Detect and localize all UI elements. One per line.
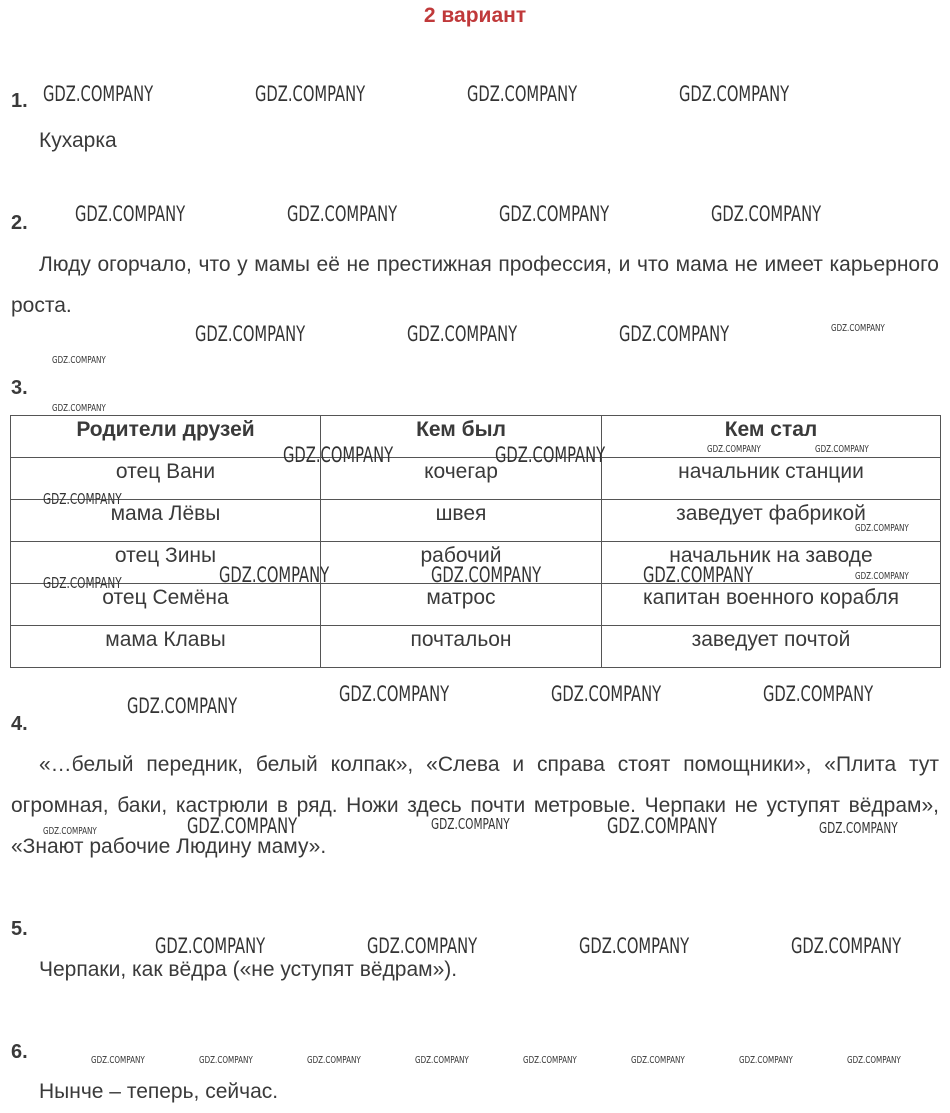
watermark: GDZ.COMPANY [43,826,97,837]
question-4-number: 4. [11,713,28,735]
table-cell: швея [321,500,602,542]
watermark: GDZ.COMPANY [187,814,298,838]
table-cell: мама Клавы [11,626,321,668]
table-header-cell: Кем стал [602,416,941,458]
table-cell: мама Лёвы [11,500,321,542]
watermark: GDZ.COMPANY [711,202,822,226]
table-cell: заведует почтой [602,626,941,668]
table-cell: отец Семёна [11,584,321,626]
table-cell: матрос [321,584,602,626]
watermark: GDZ.COMPANY [499,202,610,226]
table-cell: рабочий [321,542,602,584]
table-cell: капитан военного корабля [602,584,941,626]
watermark: GDZ.COMPANY [855,523,909,534]
watermark: GDZ.COMPANY [199,1055,253,1066]
table-cell: заведует фабрикой [602,500,941,542]
watermark: GDZ.COMPANY [52,403,106,414]
table-cell: почтальон [321,626,602,668]
table-header-cell: Родители друзей [11,416,321,458]
watermark: GDZ.COMPANY [847,1055,901,1066]
watermark: GDZ.COMPANY [415,1055,469,1066]
watermark: GDZ.COMPANY [523,1055,577,1066]
watermark: GDZ.COMPANY [739,1055,793,1066]
watermark: GDZ.COMPANY [643,563,754,587]
watermark: GDZ.COMPANY [631,1055,685,1066]
question-1-answer: Кухарка [39,129,117,152]
question-2-answer: Люду огорчало, что у мамы её не престижная профессия, и что мама не имеет карьерного роста. [11,253,939,317]
question-4-answer: «…белый передник, белый колпак», «Слева и справа стоят помощники», «Плита тут огромная, баки, кастрюли в ряд. Ножи здесь почти метровые. Черпаки не уступят вёдрам», «Знают рабочие Людину маму». [11,753,939,858]
watermark: GDZ.COMPANY [307,1055,361,1066]
question-3-number: 3. [11,377,28,399]
watermark: GDZ.COMPANY [831,323,885,334]
question-6-number: 6. [11,1041,28,1063]
watermark: GDZ.COMPANY [819,819,898,837]
answer-table [10,415,941,668]
table-cell: отец Зины [11,542,321,584]
watermark: GDZ.COMPANY [815,444,869,455]
watermark: GDZ.COMPANY [407,322,518,346]
watermark: GDZ.COMPANY [43,82,154,106]
table-header-row [11,416,941,458]
watermark: GDZ.COMPANY [43,574,122,592]
watermark: GDZ.COMPANY [607,814,718,838]
watermark: GDZ.COMPANY [339,682,450,706]
watermark: GDZ.COMPANY [367,934,478,958]
watermark: GDZ.COMPANY [43,490,122,508]
watermark: GDZ.COMPANY [707,444,761,455]
question-6-answer: Нынче – теперь, сейчас. [39,1080,279,1103]
watermark: GDZ.COMPANY [763,682,874,706]
watermark: GDZ.COMPANY [467,82,578,106]
page-title: 2 вариант [423,4,527,27]
watermark: GDZ.COMPANY [195,322,306,346]
watermark: GDZ.COMPANY [52,355,106,366]
table-row [11,584,941,626]
watermark: GDZ.COMPANY [495,443,606,467]
watermark: GDZ.COMPANY [579,934,690,958]
watermark: GDZ.COMPANY [619,322,730,346]
watermark: GDZ.COMPANY [75,202,186,226]
table-row [11,500,941,542]
question-5-answer: Черпаки, как вёдра («не уступят вёдрам»). [39,958,458,981]
watermark: GDZ.COMPANY [255,82,366,106]
table-row [11,626,941,668]
question-5-number: 5. [11,918,28,940]
table-row [11,458,941,500]
watermark: GDZ.COMPANY [855,571,909,582]
watermark: GDZ.COMPANY [431,563,542,587]
watermark: GDZ.COMPANY [155,934,266,958]
table-cell: отец Вани [11,458,321,500]
watermark: GDZ.COMPANY [431,815,510,833]
watermark: GDZ.COMPANY [791,934,902,958]
watermark: GDZ.COMPANY [283,443,394,467]
watermark: GDZ.COMPANY [287,202,398,226]
watermark: GDZ.COMPANY [219,563,330,587]
table-header-cell: Кем был [321,416,602,458]
question-1-number: 1. [11,90,28,112]
watermark: GDZ.COMPANY [679,82,790,106]
table-cell: кочегар [321,458,602,500]
watermark: GDZ.COMPANY [551,682,662,706]
table-cell: начальник на заводе [602,542,941,584]
watermark: GDZ.COMPANY [91,1055,145,1066]
watermark: GDZ.COMPANY [127,694,238,718]
table-cell: начальник станции [602,458,941,500]
question-2-number: 2. [11,212,28,234]
